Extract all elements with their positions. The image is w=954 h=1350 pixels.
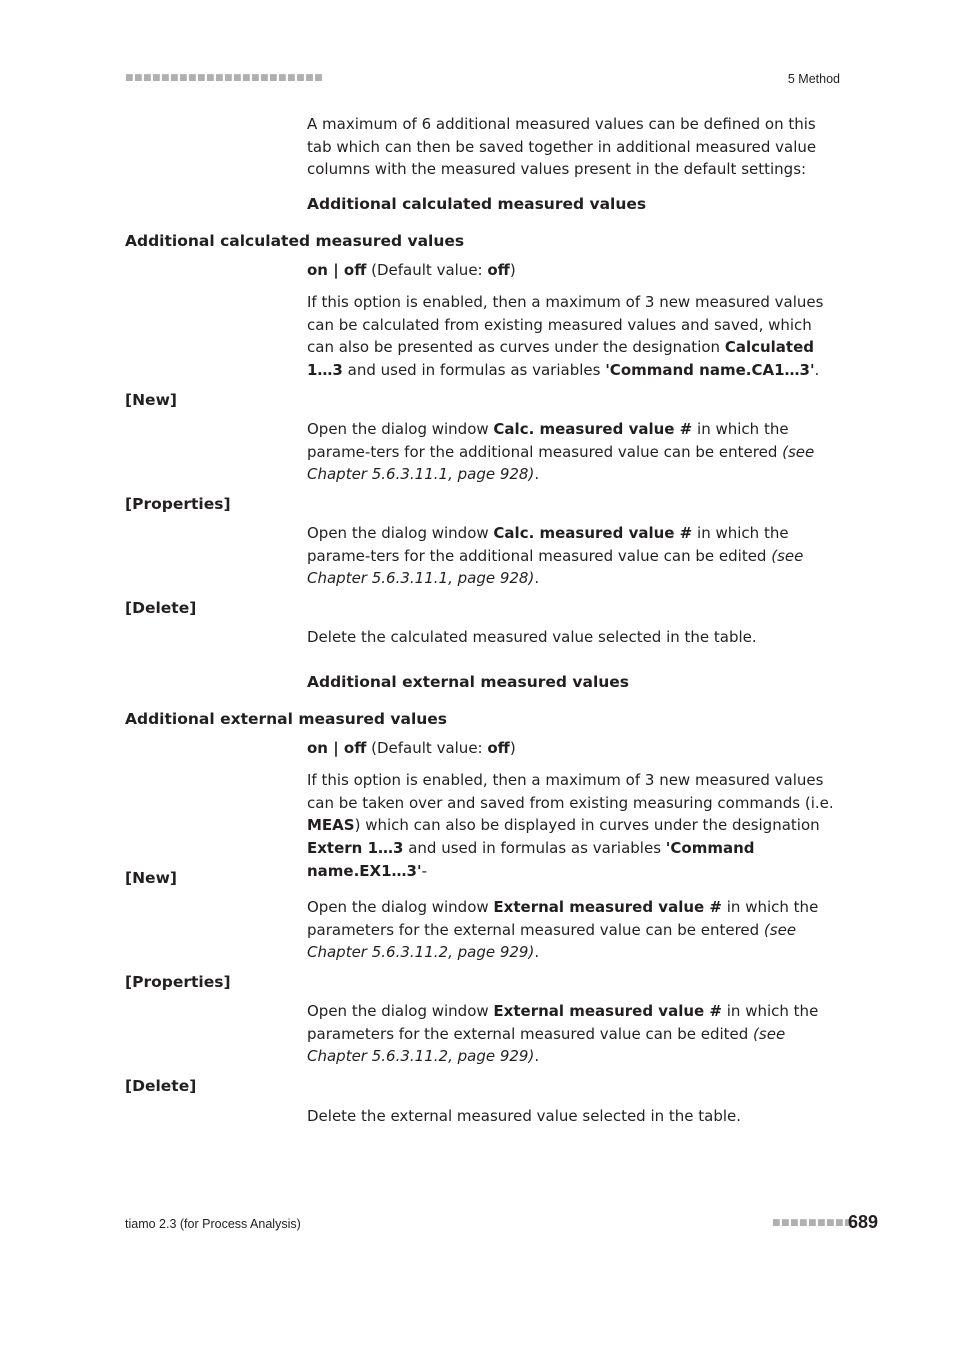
- term-external-values: Additional external measured values: [125, 710, 448, 728]
- text-run: .: [534, 465, 540, 484]
- ext-description: [307, 769, 843, 883]
- text-run: and used in formulas as variables: [342, 361, 606, 380]
- default-prefix: (Default value:: [366, 739, 488, 757]
- bold-run: External measured value #: [493, 1002, 722, 1020]
- chapter-title: 5 Method: [787, 72, 840, 86]
- section-heading-external: Additional external measured values: [307, 673, 630, 691]
- bold-run: 'Command name.EX1…3': [307, 839, 755, 880]
- chapter-reference: (see Chapter 5.6.3.11.2, page 929): [307, 920, 797, 962]
- default-prefix: (Default value:: [366, 261, 488, 279]
- bold-run: Calc. measured value #: [493, 524, 693, 542]
- calc-description: [307, 291, 843, 382]
- chapter-reference: (see Chapter 5.6.3.11.2, page 929): [307, 1024, 786, 1066]
- text-run: If this option is enabled, then a maximum of 3 new measured values can be taken over and saved from existing measuring commands (i.e.: [307, 771, 834, 812]
- calc-delete-description: Delete the calculated measured value selected in the table.: [307, 628, 757, 646]
- text-run: Open the dialog window: [307, 524, 494, 542]
- default-suffix: ): [509, 261, 516, 279]
- term-ext-properties: [Properties]: [125, 973, 231, 991]
- bold-run: Calculated 1…3: [307, 338, 814, 380]
- text-run: -: [421, 861, 428, 880]
- term-calc-delete: [Delete]: [125, 599, 197, 617]
- footer-decoration: ■■■■■■■■■: [772, 1218, 854, 1228]
- calc-new-description: [307, 418, 843, 486]
- calc-options: [307, 259, 843, 282]
- text-run: .: [534, 1047, 540, 1066]
- text-run: Open the dialog window: [307, 1002, 494, 1020]
- option-values: on | off: [307, 261, 367, 279]
- term-ext-new: [New]: [125, 869, 177, 887]
- text-run: If this option is enabled, then a maximum of 3 new measured values can be calculated from existing measured values and saved, which can also be presented as curves under the designation: [307, 293, 824, 357]
- option-values: on | off: [307, 739, 367, 757]
- text-run: in which the parame-ters for the additional measured value can be edited: [307, 524, 789, 565]
- footer-product: tiamo 2.3 (for Process Analysis): [125, 1217, 301, 1231]
- text-run: ) which can also be displayed in curves under the designation: [354, 816, 820, 835]
- ext-new-description: [307, 896, 843, 964]
- default-suffix: ): [509, 739, 516, 757]
- bold-run: Calc. measured value #: [493, 420, 693, 438]
- chapter-reference: (see Chapter 5.6.3.11.1, page 928): [307, 546, 804, 588]
- ext-delete-description: Delete the external measured value selected in the table.: [307, 1107, 742, 1125]
- text-run: in which the parameters for the external measured value can be entered: [307, 898, 819, 939]
- text-run: Open the dialog window: [307, 420, 494, 438]
- text-run: and used in formulas as variables: [403, 839, 666, 858]
- bold-run: External measured value #: [493, 898, 722, 916]
- text-run: .: [814, 361, 820, 380]
- term-calc-new: [New]: [125, 391, 177, 409]
- term-ext-delete: [Delete]: [125, 1077, 197, 1095]
- text-run: .: [534, 569, 540, 588]
- text-run: in which the parameters for the external measured value can be edited: [307, 1002, 819, 1043]
- default-value: off: [487, 739, 510, 757]
- term-calc-properties: [Properties]: [125, 495, 231, 513]
- page-number: 689: [847, 1212, 878, 1232]
- bold-run: 'Command name.CA1…3': [605, 361, 815, 380]
- text-run: Open the dialog window: [307, 898, 494, 916]
- calc-properties-description: [307, 522, 843, 590]
- section-heading-calculated: Additional calculated measured values: [307, 195, 647, 213]
- ext-options: [307, 737, 843, 760]
- ext-properties-description: [307, 1000, 843, 1068]
- term-calculated-values: Additional calculated measured values: [125, 232, 465, 250]
- bold-run: MEAS: [307, 816, 355, 835]
- text-run: .: [534, 943, 540, 962]
- chapter-reference: (see Chapter 5.6.3.11.1, page 928): [307, 442, 815, 484]
- default-value: off: [487, 261, 510, 279]
- header-decoration: ■■■■■■■■■■■■■■■■■■■■■■: [125, 73, 324, 83]
- intro-paragraph: A maximum of 6 additional measured values can be defined on this tab which can then be saved together in additional measured value columns with the measured values present in the default settings:: [307, 115, 817, 179]
- text-run: in which the parame-ters for the additional measured value can be entered: [307, 420, 789, 461]
- bold-run: Extern 1…3: [307, 839, 404, 858]
